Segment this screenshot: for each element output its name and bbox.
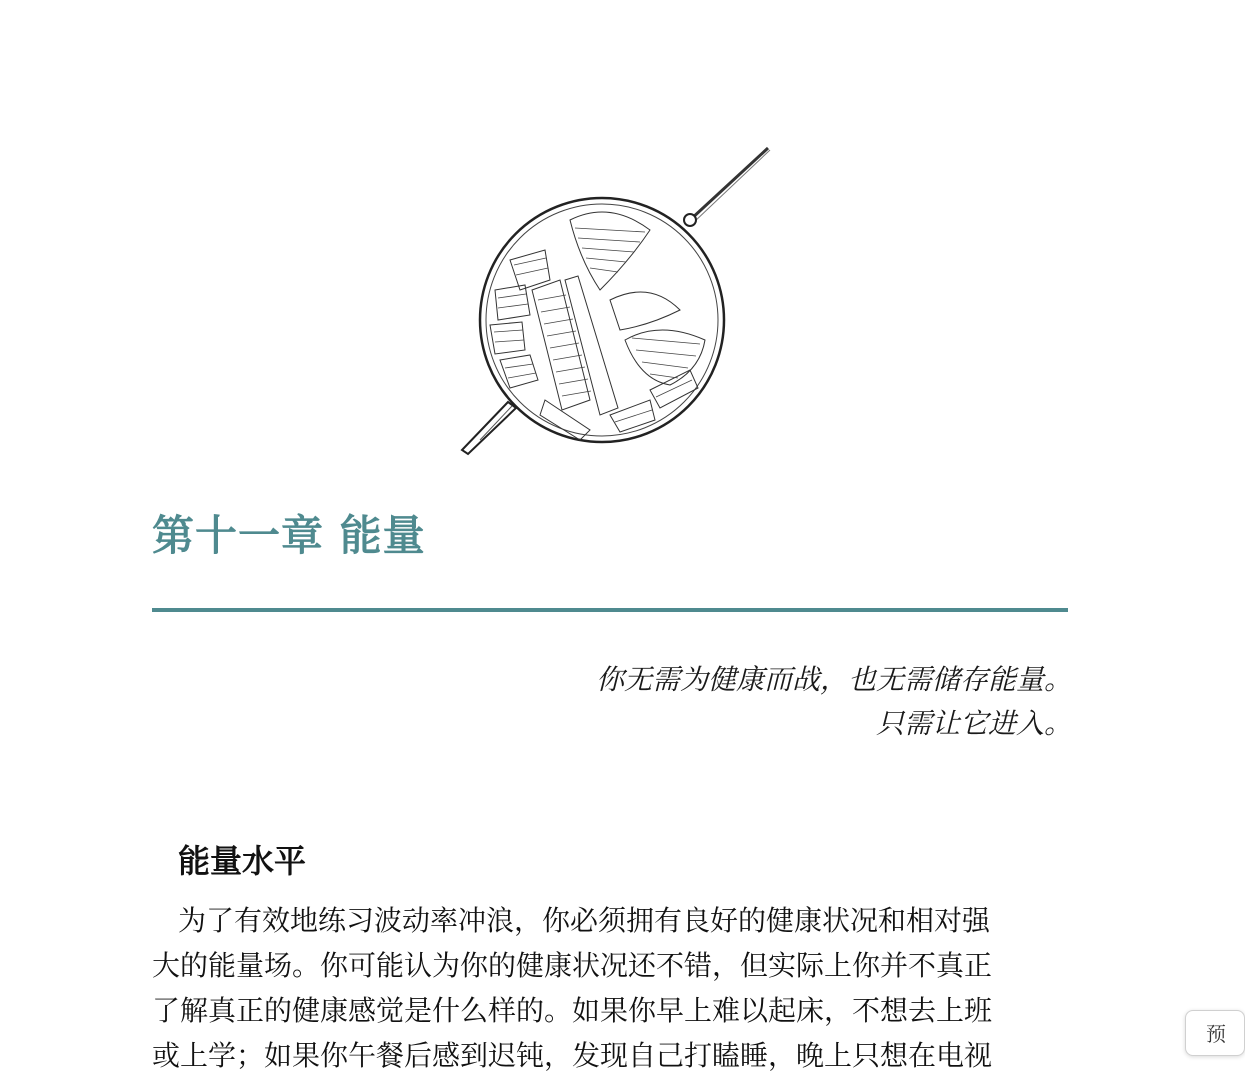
paragraph-line: 或上学；如果你午餐后感到迟钝，发现自己打瞌睡，晚上只想在电视	[152, 1039, 993, 1072]
chapter-divider	[152, 608, 1068, 612]
pendulum-rod-top	[690, 148, 768, 220]
section-heading: 能量水平	[178, 842, 307, 880]
epigraph-line-2: 只需让它进入。	[875, 707, 1072, 740]
preview-side-button[interactable]: 预	[1185, 1010, 1245, 1056]
sphere-outline	[480, 198, 724, 442]
paragraph-line: 了解真正的健康感觉是什么样的。如果你早上难以起床，不想去上班	[152, 994, 993, 1027]
epigraph-line-1: 你无需为健康而战，也无需储存能量。	[595, 663, 1072, 696]
chapter-title: 第十一章 能量	[152, 511, 426, 560]
pendulum-sphere-illustration	[450, 140, 780, 460]
paragraph-line: 大的能量场。你可能认为你的健康状况还不错，但实际上你并不真正	[152, 949, 993, 982]
paragraph	[152, 898, 1082, 1078]
paragraph-line: 为了有效地练习波动率冲浪，你必须拥有良好的健康状况和相对强	[178, 904, 991, 937]
pendulum-joint	[684, 214, 696, 226]
epigraph	[372, 658, 1072, 746]
